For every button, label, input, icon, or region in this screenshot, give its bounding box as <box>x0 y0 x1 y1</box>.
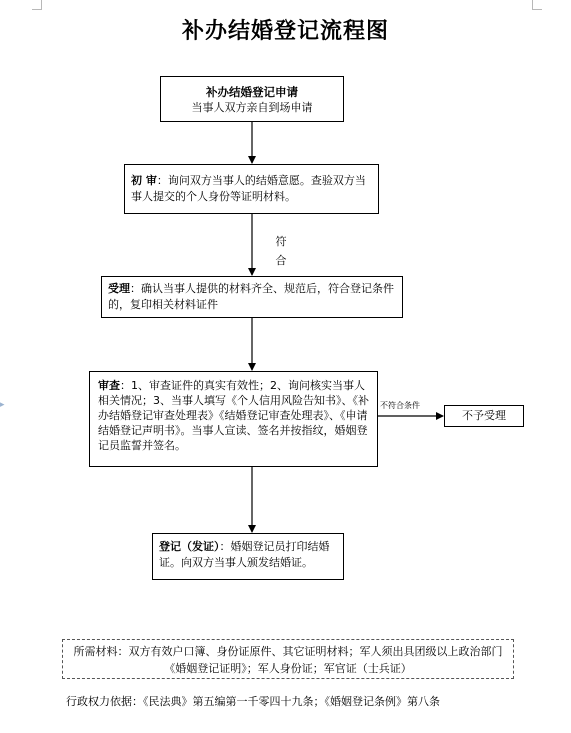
step-acceptance-text: ：确认当事人提供的材料齐全、规范后，符合登记条件的，复印相关材料证件 <box>108 282 394 311</box>
step-acceptance-box <box>101 276 403 318</box>
step-registration-text: ：婚姻登记员打印结婚证。向双方当事人颁发结婚证。 <box>159 540 330 569</box>
step-reject-box <box>444 405 524 427</box>
branch-not-pass-label: 不符合条件 <box>380 401 420 410</box>
collapse-arrow-icon[interactable]: ▸ <box>0 400 5 410</box>
step-apply-label: 补办结婚登记申请 <box>206 85 298 99</box>
step-registration-label: 登记（发证） <box>159 540 220 553</box>
branch-pass-label: 符合 <box>275 235 287 267</box>
required-materials-note: 所需材料：双方有效户口簿、身份证原件、其它证明材料；军人须出具团级以上政治部门《婚姻登记证明》；军人身份证；军官证（士兵证） <box>62 639 514 679</box>
step-reject-label: 不予受理 <box>462 409 506 422</box>
legal-basis-note: 行政权力依据：《民法典》第五编第一千零四十九条；《婚姻登记条例》第八条 <box>66 695 440 708</box>
step-initial-review-label: 初 审 <box>131 174 157 187</box>
step-initial-review-text: ：询问双方当事人的结婚意愿。查验双方当事人提交的个人身份等证明材料。 <box>131 174 366 203</box>
step-examination-label: 审查 <box>98 379 120 392</box>
step-initial-review-box <box>124 164 379 214</box>
step-examination-box <box>89 371 378 467</box>
step-apply-text: 当事人双方亲自到场申请 <box>191 101 313 114</box>
step-examination-text: ：1、审查证件的真实有效性；2、询问核实当事人相关情况；3、当事人填写《个人信用风险告知书》、《补办结婚登记审查处理表》《结婚登记审查处理表》、《申请结婚登记声明书》。当事人宣读、签名并按指纹，婚姻登记员监誓并签名。 <box>98 379 369 452</box>
step-acceptance-label: 受理 <box>108 282 130 295</box>
step-apply-box <box>160 76 344 122</box>
page-title: 补办结婚登记流程图 <box>181 18 389 44</box>
step-registration-box <box>152 533 344 580</box>
